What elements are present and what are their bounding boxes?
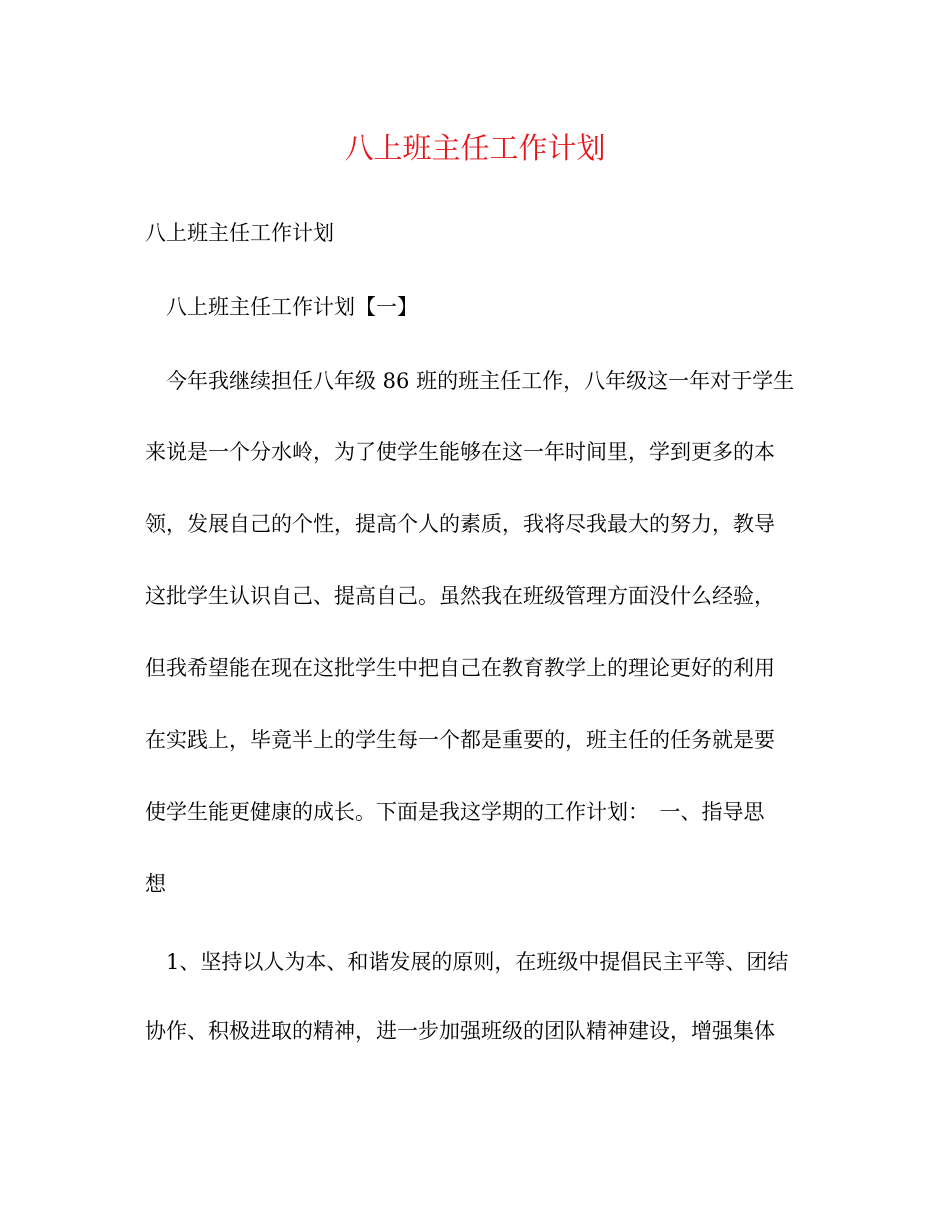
paragraph-line: 来说是一个分水岭，为了使学生能够在这一年时间里，学到更多的本 bbox=[145, 440, 775, 464]
paragraph-line: 协作、积极进取的精神，进一步加强班级的团队精神建设，增强集体 bbox=[145, 1019, 775, 1043]
paragraph-line: 这批学生认识自己、提高自己。虽然我在班级管理方面没什么经验， bbox=[145, 584, 775, 608]
document-title: 八上班主任工作计划 bbox=[344, 131, 606, 165]
paragraph-line: 使学生能更健康的成长。下面是我这学期的工作计划： 一、指导思 bbox=[145, 800, 765, 824]
section-heading: 八上班主任工作计划 bbox=[145, 221, 334, 245]
subsection-heading: 八上班主任工作计划【一】 bbox=[145, 295, 418, 319]
paragraph-line: 今年我继续担任八年级 86 班的班主任工作，八年级这一年对于学生 bbox=[145, 369, 795, 393]
paragraph-line: 但我希望能在现在这批学生中把自己在教育教学上的理论更好的利用 bbox=[145, 656, 775, 680]
paragraph-line: 领，发展自己的个性，提高个人的素质，我将尽我最大的努力，教导 bbox=[145, 512, 775, 536]
paragraph-line: 1、坚持以人为本、和谐发展的原则，在班级中提倡民主平等、团结 bbox=[145, 950, 789, 974]
paragraph-line: 想 bbox=[145, 872, 166, 896]
paragraph-line: 在实践上，毕竟半上的学生每一个都是重要的，班主任的任务就是要 bbox=[145, 728, 775, 752]
